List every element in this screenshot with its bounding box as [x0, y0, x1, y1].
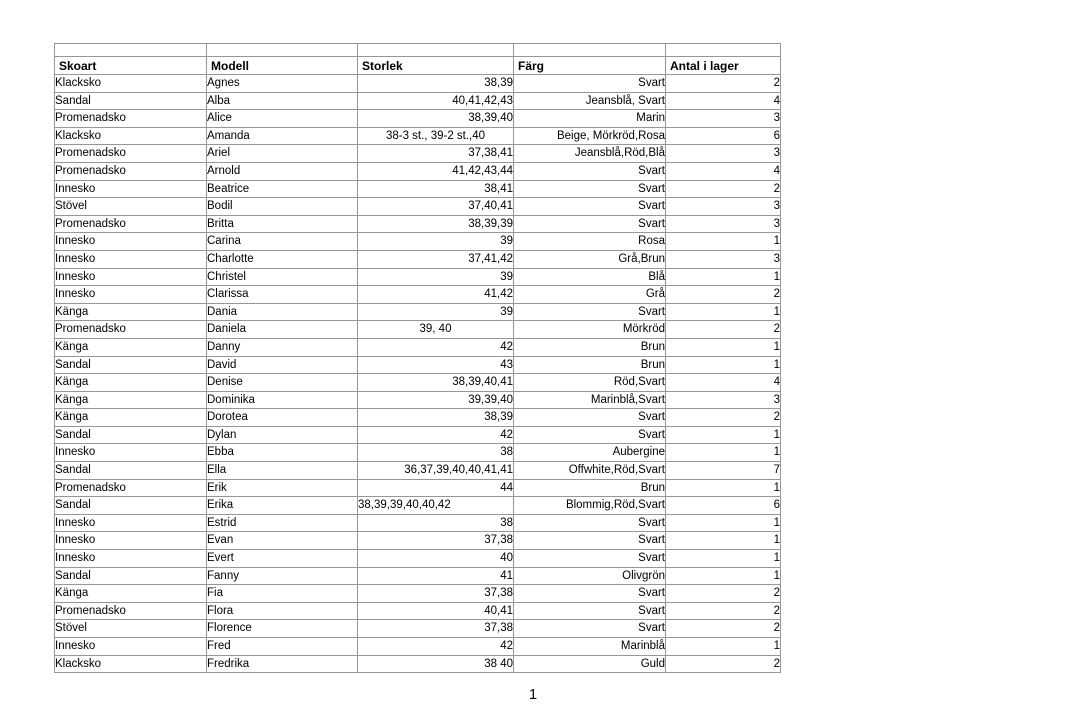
cell-skoart: Promenadsko [55, 162, 207, 180]
cell-modell: Danny [207, 338, 358, 356]
cell-storlek: 42 [358, 638, 514, 656]
cell-farg: Blommig,Röd,Svart [514, 497, 666, 515]
cell-skoart: Innesko [55, 233, 207, 251]
table-row [55, 180, 781, 198]
table-row [55, 75, 781, 93]
cell-modell: Bodil [207, 198, 358, 216]
cell-modell: Evert [207, 550, 358, 568]
cell-antal: 4 [666, 92, 781, 110]
cell-modell: Daniela [207, 321, 358, 339]
cell-farg: Svart [514, 162, 666, 180]
cell-skoart: Promenadsko [55, 479, 207, 497]
table-header-row [55, 57, 781, 75]
cell-skoart: Innesko [55, 532, 207, 550]
cell-modell: Fredrika [207, 655, 358, 673]
cell-skoart: Promenadsko [55, 321, 207, 339]
cell-skoart: Känga [55, 409, 207, 427]
table-row [55, 215, 781, 233]
cell-skoart: Promenadsko [55, 215, 207, 233]
cell-antal: 3 [666, 110, 781, 128]
table-row [55, 92, 781, 110]
table-row [55, 250, 781, 268]
cell-farg: Jeansblå, Svart [514, 92, 666, 110]
table-row [55, 198, 781, 216]
cell-farg: Marinblå [514, 638, 666, 656]
cell-modell: Erik [207, 479, 358, 497]
cell-storlek: 40 [358, 550, 514, 568]
table-row [55, 567, 781, 585]
cell-antal: 2 [666, 655, 781, 673]
cell-storlek: 38,39,39 [358, 215, 514, 233]
cell-modell: Clarissa [207, 286, 358, 304]
cell-skoart: Sandal [55, 426, 207, 444]
table-row [55, 602, 781, 620]
cell-modell: Flora [207, 602, 358, 620]
table-row [55, 585, 781, 603]
cell-modell: Ariel [207, 145, 358, 163]
table-row [55, 391, 781, 409]
cell-skoart: Innesko [55, 268, 207, 286]
cell-modell: Dominika [207, 391, 358, 409]
cell-modell: Denise [207, 374, 358, 392]
cell-skoart: Känga [55, 391, 207, 409]
table-row [55, 550, 781, 568]
cell-farg: Svart [514, 215, 666, 233]
cell-storlek: 38,41 [358, 180, 514, 198]
cell-skoart: Känga [55, 338, 207, 356]
table-row [55, 127, 781, 145]
table-row [55, 303, 781, 321]
cell-antal: 4 [666, 162, 781, 180]
cell-antal: 1 [666, 268, 781, 286]
cell-farg: Svart [514, 620, 666, 638]
cell-modell: Dylan [207, 426, 358, 444]
cell-farg: Guld [514, 655, 666, 673]
cell-modell: Florence [207, 620, 358, 638]
cell-farg: Blå [514, 268, 666, 286]
table-row [55, 409, 781, 427]
cell-farg: Beige, Mörkröd,Rosa [514, 127, 666, 145]
table-row [55, 374, 781, 392]
table-row [55, 162, 781, 180]
empty-cell [666, 44, 781, 57]
cell-antal: 3 [666, 250, 781, 268]
cell-storlek: 37,38,41 [358, 145, 514, 163]
cell-storlek: 40,41,42,43 [358, 92, 514, 110]
cell-skoart: Känga [55, 303, 207, 321]
cell-skoart: Känga [55, 585, 207, 603]
cell-storlek: 38 40 [358, 655, 514, 673]
cell-skoart: Klacksko [55, 75, 207, 93]
table-row [55, 145, 781, 163]
cell-storlek: 38 [358, 444, 514, 462]
cell-antal: 3 [666, 145, 781, 163]
cell-antal: 2 [666, 286, 781, 304]
cell-farg: Röd,Svart [514, 374, 666, 392]
cell-storlek: 38,39 [358, 75, 514, 93]
cell-storlek: 38,39,40 [358, 110, 514, 128]
empty-cell [358, 44, 514, 57]
cell-antal: 2 [666, 602, 781, 620]
cell-storlek: 40,41 [358, 602, 514, 620]
cell-modell: Christel [207, 268, 358, 286]
cell-antal: 1 [666, 550, 781, 568]
cell-farg: Svart [514, 602, 666, 620]
cell-farg: Svart [514, 550, 666, 568]
cell-storlek: 39, 40 [358, 321, 514, 339]
cell-farg: Svart [514, 532, 666, 550]
cell-modell: Fred [207, 638, 358, 656]
table-row [55, 233, 781, 251]
cell-farg: Olivgrön [514, 567, 666, 585]
cell-storlek: 37,41,42 [358, 250, 514, 268]
cell-modell: Charlotte [207, 250, 358, 268]
cell-farg: Marinblå,Svart [514, 391, 666, 409]
cell-skoart: Innesko [55, 286, 207, 304]
cell-skoart: Stövel [55, 198, 207, 216]
cell-storlek: 38-3 st., 39-2 st.,40 [358, 127, 514, 145]
cell-antal: 1 [666, 356, 781, 374]
cell-antal: 1 [666, 638, 781, 656]
table-row [55, 532, 781, 550]
cell-skoart: Innesko [55, 514, 207, 532]
cell-antal: 2 [666, 321, 781, 339]
cell-storlek: 39,39,40 [358, 391, 514, 409]
cell-storlek: 37,40,41 [358, 198, 514, 216]
cell-farg: Svart [514, 198, 666, 216]
cell-antal: 1 [666, 479, 781, 497]
cell-storlek: 41,42 [358, 286, 514, 304]
cell-storlek: 39 [358, 303, 514, 321]
cell-skoart: Klacksko [55, 127, 207, 145]
cell-skoart: Sandal [55, 92, 207, 110]
table-row [55, 638, 781, 656]
cell-farg: Brun [514, 356, 666, 374]
table-row [55, 655, 781, 673]
cell-farg: Svart [514, 514, 666, 532]
cell-antal: 1 [666, 303, 781, 321]
cell-storlek: 37,38 [358, 585, 514, 603]
cell-storlek: 38,39 [358, 409, 514, 427]
cell-modell: Evan [207, 532, 358, 550]
empty-top-row [55, 44, 781, 57]
cell-storlek: 37,38 [358, 532, 514, 550]
cell-antal: 2 [666, 180, 781, 198]
table-row [55, 497, 781, 515]
cell-antal: 1 [666, 426, 781, 444]
cell-modell: Alba [207, 92, 358, 110]
cell-antal: 6 [666, 127, 781, 145]
cell-modell: Fanny [207, 567, 358, 585]
cell-skoart: Promenadsko [55, 145, 207, 163]
cell-modell: Estrid [207, 514, 358, 532]
table-row [55, 356, 781, 374]
cell-antal: 1 [666, 514, 781, 532]
cell-antal: 1 [666, 444, 781, 462]
cell-antal: 6 [666, 497, 781, 515]
cell-skoart: Sandal [55, 567, 207, 585]
cell-antal: 4 [666, 374, 781, 392]
empty-cell [514, 44, 666, 57]
cell-antal: 3 [666, 215, 781, 233]
table-row [55, 268, 781, 286]
column-header-modell: Modell [207, 57, 358, 75]
cell-skoart: Innesko [55, 250, 207, 268]
cell-modell: Ebba [207, 444, 358, 462]
cell-skoart: Stövel [55, 620, 207, 638]
cell-storlek: 42 [358, 426, 514, 444]
cell-storlek: 42 [358, 338, 514, 356]
column-header-antal-i-lager: Antal i lager [666, 57, 781, 75]
table-row [55, 321, 781, 339]
cell-storlek: 39 [358, 233, 514, 251]
cell-storlek: 38,39,39,40,40,42 [358, 497, 514, 515]
cell-antal: 2 [666, 620, 781, 638]
cell-antal: 3 [666, 198, 781, 216]
empty-cell [55, 44, 207, 57]
cell-skoart: Innesko [55, 638, 207, 656]
table-row [55, 444, 781, 462]
column-header-storlek: Storlek [358, 57, 514, 75]
cell-skoart: Sandal [55, 497, 207, 515]
shoe-inventory-table [54, 43, 781, 673]
column-header-farg: Färg [514, 57, 666, 75]
cell-farg: Offwhite,Röd,Svart [514, 462, 666, 480]
table-row [55, 338, 781, 356]
cell-farg: Jeansblå,Röd,Blå [514, 145, 666, 163]
cell-modell: Beatrice [207, 180, 358, 198]
table-row [55, 514, 781, 532]
cell-storlek: 44 [358, 479, 514, 497]
cell-skoart: Promenadsko [55, 110, 207, 128]
cell-antal: 7 [666, 462, 781, 480]
cell-modell: Arnold [207, 162, 358, 180]
cell-antal: 1 [666, 567, 781, 585]
cell-storlek: 43 [358, 356, 514, 374]
cell-modell: Dorotea [207, 409, 358, 427]
table-body [55, 75, 781, 673]
cell-farg: Svart [514, 426, 666, 444]
cell-storlek: 41,42,43,44 [358, 162, 514, 180]
cell-farg: Svart [514, 75, 666, 93]
table-row [55, 479, 781, 497]
table-row [55, 286, 781, 304]
cell-skoart: Känga [55, 374, 207, 392]
cell-modell: Fia [207, 585, 358, 603]
cell-skoart: Innesko [55, 180, 207, 198]
cell-antal: 1 [666, 338, 781, 356]
cell-farg: Grå [514, 286, 666, 304]
cell-modell: Agnes [207, 75, 358, 93]
cell-skoart: Sandal [55, 356, 207, 374]
cell-modell: Dania [207, 303, 358, 321]
table-row [55, 110, 781, 128]
cell-farg: Aubergine [514, 444, 666, 462]
cell-storlek: 39 [358, 268, 514, 286]
table-row [55, 426, 781, 444]
table-row [55, 620, 781, 638]
cell-antal: 1 [666, 532, 781, 550]
cell-storlek: 38,39,40,41 [358, 374, 514, 392]
cell-farg: Svart [514, 585, 666, 603]
cell-modell: Carina [207, 233, 358, 251]
cell-farg: Brun [514, 338, 666, 356]
cell-modell: Alice [207, 110, 358, 128]
cell-skoart: Innesko [55, 550, 207, 568]
cell-modell: David [207, 356, 358, 374]
cell-farg: Svart [514, 303, 666, 321]
cell-modell: Erika [207, 497, 358, 515]
cell-farg: Grå,Brun [514, 250, 666, 268]
cell-skoart: Klacksko [55, 655, 207, 673]
table-row [55, 462, 781, 480]
cell-farg: Marin [514, 110, 666, 128]
cell-antal: 2 [666, 409, 781, 427]
cell-farg: Brun [514, 479, 666, 497]
cell-farg: Svart [514, 180, 666, 198]
cell-antal: 2 [666, 585, 781, 603]
empty-cell [207, 44, 358, 57]
cell-storlek: 36,37,39,40,40,41,41 [358, 462, 514, 480]
cell-modell: Britta [207, 215, 358, 233]
cell-modell: Ella [207, 462, 358, 480]
cell-modell: Amanda [207, 127, 358, 145]
page-number: 1 [528, 687, 538, 703]
cell-farg: Rosa [514, 233, 666, 251]
cell-storlek: 37,38 [358, 620, 514, 638]
cell-antal: 2 [666, 75, 781, 93]
cell-storlek: 41 [358, 567, 514, 585]
cell-skoart: Promenadsko [55, 602, 207, 620]
cell-storlek: 38 [358, 514, 514, 532]
column-header-skoart: Skoart [55, 57, 207, 75]
cell-antal: 3 [666, 391, 781, 409]
cell-skoart: Innesko [55, 444, 207, 462]
cell-farg: Mörkröd [514, 321, 666, 339]
cell-antal: 1 [666, 233, 781, 251]
cell-farg: Svart [514, 409, 666, 427]
cell-skoart: Sandal [55, 462, 207, 480]
